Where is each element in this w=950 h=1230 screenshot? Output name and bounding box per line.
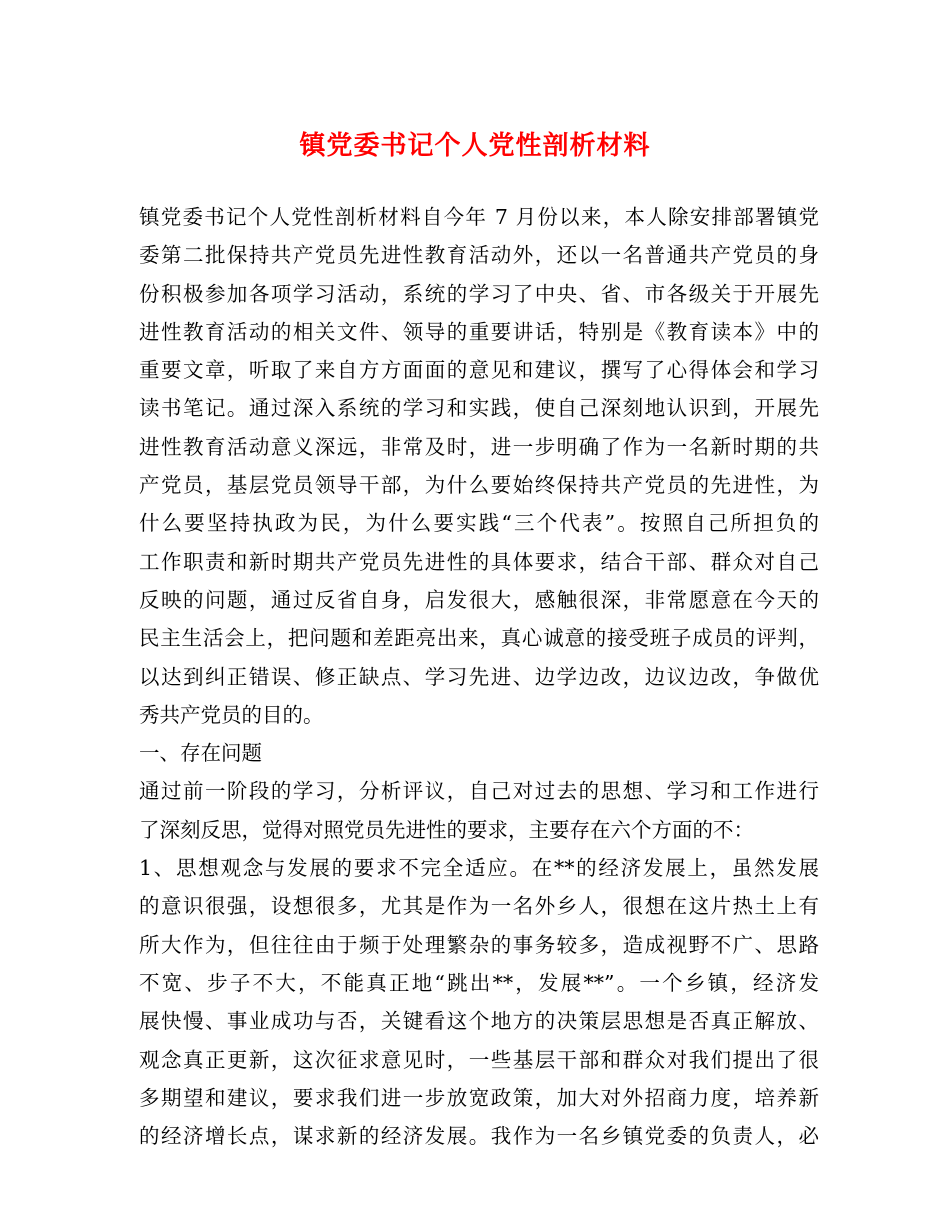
document-title: 镇党委书记个人党性剖析材料 bbox=[299, 131, 651, 161]
body-line: 产党员，基层党员领导干部，为什么要始终保持共产党员的先进性，为 bbox=[139, 473, 819, 498]
body-line: 工作职责和新时期共产党员先进性的具体要求，结合干部、群众对自己 bbox=[139, 549, 819, 574]
body-line: 镇党委书记个人党性剖析材料自今年 7 月份以来，本人除安排部署镇党 bbox=[139, 205, 819, 229]
body-line: 秀共产党员的目的。 bbox=[139, 702, 324, 727]
body-line: 的意识很强，设想很多，尤其是作为一名外乡人，很想在这片热土上有 bbox=[139, 894, 819, 919]
body-line: 进性教育活动意义深远，非常及时，进一步明确了作为一名新时期的共 bbox=[139, 434, 819, 459]
body-line: 反映的问题，通过反省自身，启发很大，感触很深，非常愿意在今天的 bbox=[139, 587, 819, 612]
body-line: 进性教育活动的相关文件、领导的重要讲话，特别是《教育读本》中的 bbox=[139, 319, 819, 344]
document-body bbox=[139, 198, 819, 1155]
body-line: 重要文章，听取了来自方方面面的意见和建议，撰写了心得体会和学习 bbox=[139, 358, 819, 383]
body-line: 委第二批保持共产党员先进性教育活动外，还以一名普通共产党员的身 bbox=[139, 243, 819, 268]
body-line: 多期望和建议，要求我们进一步放宽政策，加大对外招商力度，培养新 bbox=[139, 1085, 819, 1110]
body-line: 以达到纠正错误、修正缺点、学习先进、边学边改，边议边改，争做优 bbox=[139, 664, 819, 689]
body-line: 不宽、步子不大，不能真正地“跳出**，发展**”。一个乡镇，经济发 bbox=[139, 970, 819, 995]
body-line: 观念真正更新，这次征求意见时，一些基层干部和群众对我们提出了很 bbox=[139, 1047, 819, 1072]
body-line: 读书笔记。通过深入系统的学习和实践，使自己深刻地认识到，开展先 bbox=[139, 396, 819, 421]
body-line: 的经济增长点，谋求新的经济发展。我作为一名乡镇党委的负责人，必 bbox=[139, 1124, 819, 1149]
body-line: 通过前一阶段的学习，分析评议，自己对过去的思想、学习和工作进行 bbox=[139, 779, 819, 804]
body-line: 什么要坚持执政为民，为什么要实践“三个代表”。按照自己所担负的 bbox=[139, 511, 819, 536]
body-line: 1、思想观念与发展的要求不完全适应。在**的经济发展上，虽然发展 bbox=[139, 856, 819, 881]
body-line: 了深刻反思，觉得对照党员先进性的要求，主要存在六个方面的不： bbox=[139, 817, 754, 842]
body-line: 民主生活会上，把问题和差距亮出来，真心诚意的接受班子成员的评判， bbox=[139, 626, 819, 651]
body-line: 份积极参加各项学习活动，系统的学习了中央、省、市各级关于开展先 bbox=[139, 281, 819, 306]
body-line: 所大作为，但往往由于频于处理繁杂的事务较多，造成视野不广、思路 bbox=[139, 932, 819, 957]
body-line: 一、存在问题 bbox=[139, 741, 262, 766]
body-line: 展快慢、事业成功与否，关键看这个地方的决策层思想是否真正解放、 bbox=[139, 1009, 819, 1034]
